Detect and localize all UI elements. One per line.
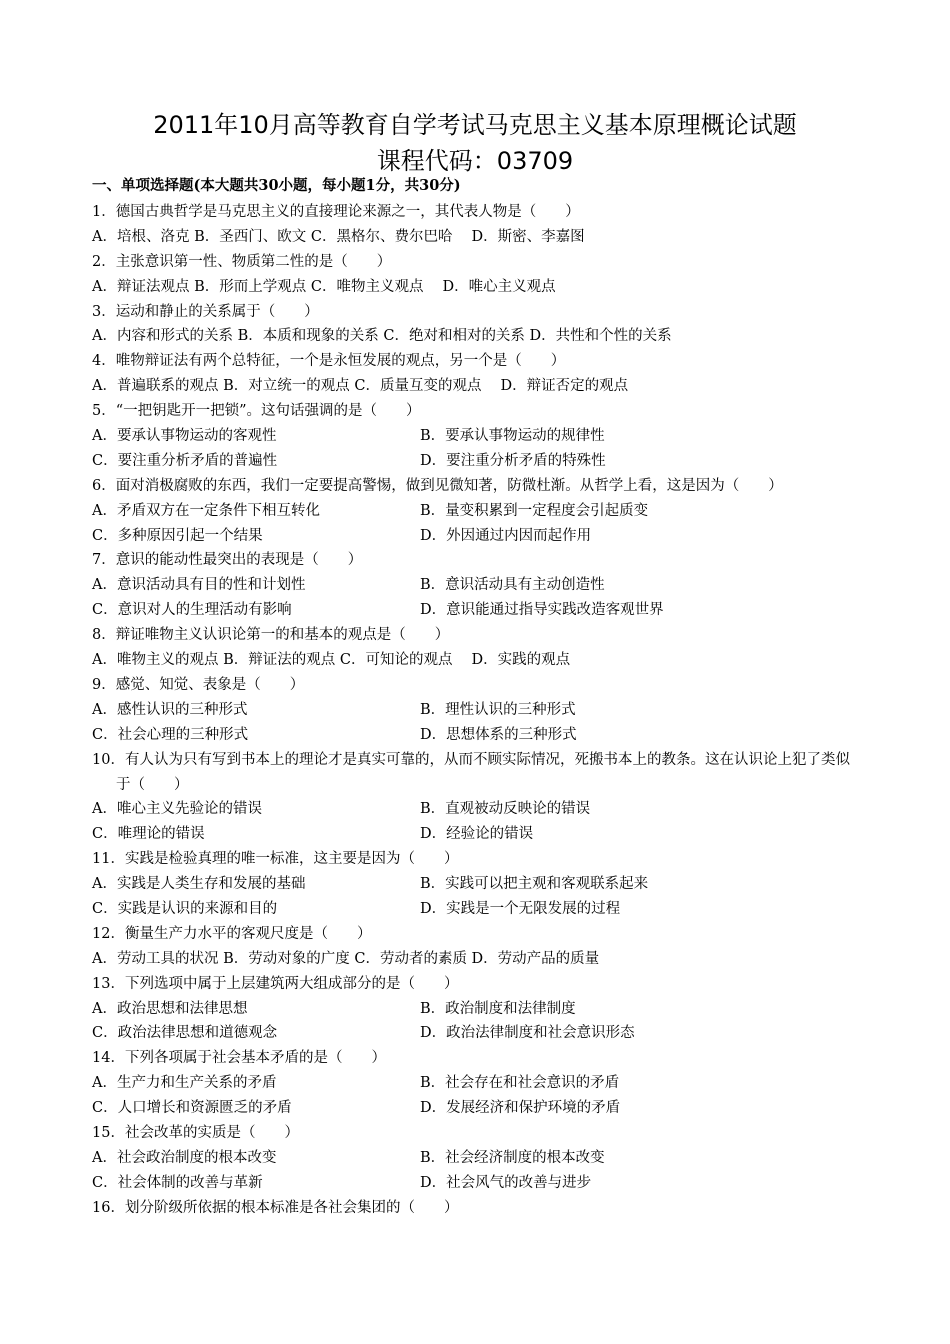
option-right: B．社会存在和社会意识的矛盾 bbox=[420, 1075, 620, 1092]
option-left: C．要注重分析矛盾的普遍性 bbox=[92, 452, 278, 469]
page-title: 2011年10月高等教育自学考试马克思主义基本原理概论试题 bbox=[153, 111, 797, 139]
option-left: A．要承认事物运动的客观性 bbox=[92, 428, 277, 445]
option-row bbox=[92, 897, 862, 922]
option-left: A．生产力和生产关系的矛盾 bbox=[92, 1075, 277, 1092]
option-row bbox=[92, 698, 862, 723]
option-left: A．政治思想和法律思想 bbox=[92, 1000, 248, 1017]
option-left: A．矛盾双方在一定条件下相互转化 bbox=[92, 502, 320, 519]
option-right: D．要注重分析矛盾的特殊性 bbox=[420, 452, 606, 469]
option-row bbox=[92, 872, 862, 897]
option-line: A．普遍联系的观点 B．对立统一的观点 C．质量互变的观点 D．辩证否定的观点 bbox=[92, 378, 629, 395]
option-line: A．唯物主义的观点 B．辩证法的观点 C．可知论的观点 D．实践的观点 bbox=[92, 652, 571, 669]
option-left: A．感性认识的三种形式 bbox=[92, 701, 248, 718]
option-left: C．多种原因引起一个结果 bbox=[92, 527, 263, 544]
option-row bbox=[92, 797, 862, 822]
question-text: 16．划分阶级所依据的根本标准是各社会集团的（ ） bbox=[92, 1199, 459, 1216]
option-right: B．理性认识的三种形式 bbox=[420, 701, 576, 718]
question-text: 13．下列选项中属于上层建筑两大组成部分的是（ ） bbox=[92, 975, 459, 992]
option-right: D．经验论的错误 bbox=[420, 826, 534, 843]
option-row bbox=[92, 524, 862, 549]
option-row bbox=[92, 1021, 862, 1046]
option-line: A．内容和形式的关系 B．本质和现象的关系 C．绝对和相对的关系 D．共性和个性的关系 bbox=[92, 328, 672, 345]
option-left: C．实践是认识的来源和目的 bbox=[92, 900, 278, 917]
question-text: 3．运动和静止的关系属于（ ） bbox=[92, 303, 319, 320]
option-left: A．唯心主义先验论的错误 bbox=[92, 801, 262, 818]
question-text: 9．感觉、知觉、表象是（ ） bbox=[92, 676, 305, 693]
question-text: 15．社会改革的实质是（ ） bbox=[92, 1125, 299, 1141]
option-left: A．实践是人类生存和发展的基础 bbox=[92, 876, 306, 893]
question-text: 10．有人认为只有写到书本上的理论才是真实可靠的，从而不顾实际情况，死搬书本上的教条。这在认识论上犯了类似于（ ） bbox=[92, 751, 850, 793]
option-row bbox=[92, 424, 862, 449]
option-line: A．培根、洛克 B．圣西门、欧文 C．黑格尔、费尔巴哈 D．斯密、李嘉图 bbox=[92, 228, 585, 245]
option-row bbox=[92, 997, 862, 1022]
option-right: B．政治制度和法律制度 bbox=[420, 1000, 576, 1017]
question-text: 8．辩证唯物主义认识论第一的和基本的观点是（ ） bbox=[92, 627, 450, 644]
question-text: 14．下列各项属于社会基本矛盾的是（ ） bbox=[92, 1050, 386, 1067]
option-right: D．思想体系的三种形式 bbox=[420, 726, 577, 743]
option-right: D．发展经济和保护环境的矛盾 bbox=[420, 1100, 621, 1117]
question-text: 4．唯物辩证法有两个总特征，一个是永恒发展的观点，另一个是（ ） bbox=[92, 353, 566, 370]
option-left: A．社会政治制度的根本改变 bbox=[92, 1149, 277, 1166]
option-row bbox=[92, 1171, 862, 1196]
question-text: 11．实践是检验真理的唯一标准，这主要是因为（ ） bbox=[92, 851, 459, 868]
option-right: D．实践是一个无限发展的过程 bbox=[420, 900, 621, 917]
section-heading: 一、单项选择题(本大题共30小题，每小题1分，共30分) bbox=[92, 177, 461, 194]
option-left: C．社会心理的三种形式 bbox=[92, 726, 249, 743]
option-row bbox=[92, 499, 862, 524]
option-right: B．量变积累到一定程度会引起质变 bbox=[420, 502, 649, 519]
option-line: A．辩证法观点 B．形而上学观点 C．唯物主义观点 D．唯心主义观点 bbox=[92, 278, 556, 295]
option-right: D．政治法律制度和社会意识形态 bbox=[420, 1025, 635, 1042]
option-left: C．人口增长和资源匮乏的矛盾 bbox=[92, 1100, 292, 1117]
option-row bbox=[92, 598, 862, 623]
option-right: D．社会风气的改善与进步 bbox=[420, 1174, 592, 1191]
option-row bbox=[92, 449, 862, 474]
option-row bbox=[92, 573, 862, 598]
question-text: 5．“一把钥匙开一把锁”。这句话强调的是（ ） bbox=[92, 403, 421, 420]
question-list bbox=[92, 200, 862, 1221]
option-left: C．政治法律思想和道德观念 bbox=[92, 1025, 278, 1042]
option-right: B．社会经济制度的根本改变 bbox=[420, 1149, 605, 1166]
option-left: C．意识对人的生理活动有影响 bbox=[92, 602, 292, 619]
question-text: 12．衡量生产力水平的客观尺度是（ ） bbox=[92, 925, 372, 942]
option-right: B．意识活动具有主动创造性 bbox=[420, 577, 605, 594]
option-left: A．意识活动具有目的性和计划性 bbox=[92, 577, 306, 594]
question-text: 7．意识的能动性最突出的表现是（ ） bbox=[92, 552, 363, 569]
option-right: D．外因通过内因而起作用 bbox=[420, 527, 592, 544]
option-line: A．劳动工具的状况 B．劳动对象的广度 C．劳动者的素质 D．劳动产品的质量 bbox=[92, 950, 600, 967]
option-right: D．意识能通过指导实践改造客观世界 bbox=[420, 602, 664, 619]
option-row bbox=[92, 1096, 862, 1121]
option-left: C．社会体制的改善与革新 bbox=[92, 1174, 263, 1191]
course-code: 课程代码：03709 bbox=[376, 147, 574, 175]
option-row bbox=[92, 822, 862, 847]
question-text: 1．德国古典哲学是马克思主义的直接理论来源之一，其代表人物是（ ） bbox=[92, 204, 580, 220]
question-text: 6．面对消极腐败的东西，我们一定要提高警惕，做到见微知著，防微杜渐。从哲学上看，这是因为（ ） bbox=[92, 477, 783, 494]
option-row bbox=[92, 1146, 862, 1171]
option-right: B．直观被动反映论的错误 bbox=[420, 801, 591, 818]
question-text: 2．主张意识第一性、物质第二性的是（ ） bbox=[92, 253, 392, 270]
option-row bbox=[92, 1071, 862, 1096]
option-right: B．实践可以把主观和客观联系起来 bbox=[420, 876, 649, 893]
option-right: B．要承认事物运动的规律性 bbox=[420, 428, 605, 445]
option-row bbox=[92, 723, 862, 748]
option-left: C．唯理论的错误 bbox=[92, 826, 205, 843]
